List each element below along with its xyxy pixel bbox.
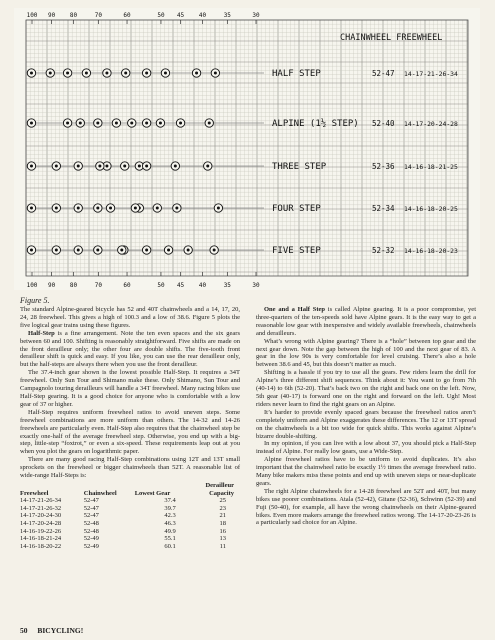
scale-tick-label: 30 <box>252 282 260 289</box>
gear-point-center <box>130 122 133 125</box>
chart-header: CHAINWHEEL FREEWHEEL <box>340 33 443 43</box>
row-freewheel: 14-17-20-24-28 <box>404 120 458 128</box>
scale-tick-label: 50 <box>157 282 165 289</box>
row-chainwheel: 52-34 <box>372 204 395 213</box>
row-label: FOUR STEP <box>272 204 321 214</box>
gear-point-center <box>77 249 80 252</box>
gear-point-center <box>66 122 69 125</box>
gear-point-center <box>55 165 58 168</box>
gear-point-center <box>217 207 220 210</box>
gear-point-center <box>30 207 33 210</box>
header-capacity-2: Capacity <box>209 489 234 497</box>
gear-point-center <box>77 165 80 168</box>
gear-point-center <box>98 165 101 168</box>
gear-point-center <box>30 165 33 168</box>
row-label: THREE STEP <box>272 162 327 172</box>
paragraph: The standard Alpine-geared bicycle has 52 and 40T chainwheels and a 14, 17, 20, 24, 28 freewheel. This gives a high of 100.3 and a low of 38.6. Figure 5 plots the five logical gear trains using these figures. <box>20 306 240 329</box>
gear-point-center <box>159 122 162 125</box>
scale-tick-label: 80 <box>69 12 78 19</box>
cell-lowest: 42.3 <box>164 512 176 520</box>
scale-tick-label: 60 <box>123 12 131 19</box>
gear-point-center <box>30 72 33 75</box>
paragraph: The right Alpine chainwheels for a 14-28 freewheel are 52T and 40T, but many bikes use poorer combinations. Atala (52-42), Gitane (52-36), Schwinn (52-39) and Fuji (50-40), for example, all have the wrong chainwheels on their Alpine-geared bikes. Even more makers arrange the freewheel ratios wrong. The 14-17-20-23-26 is a particularly sad choice for an Alpine. <box>256 487 476 527</box>
cell-capacity: 23 <box>219 504 226 512</box>
scale-tick-label: 70 <box>94 12 102 19</box>
gear-train-rows <box>26 69 458 256</box>
gear-point-center <box>30 122 33 125</box>
gear-point-center <box>138 165 141 168</box>
scale-tick-label: 100 <box>26 282 38 289</box>
gear-point-center <box>145 122 148 125</box>
grid-border <box>26 20 468 276</box>
header-capacity-1: Derailleur <box>205 481 234 489</box>
cell-chainwheel: 52-48 <box>83 527 99 535</box>
gear-point-center <box>175 207 178 210</box>
half-step-gear-table <box>20 482 234 550</box>
gear-point-center <box>213 249 216 252</box>
row-freewheel: 14-16-18-20-23 <box>404 247 458 255</box>
row-label: ALPINE (1½ STEP) <box>272 119 359 129</box>
paragraph: Half-Step requires uniform freewheel ratios to avoid uneven steps. Some freewheel combinations are more uniform than others. The 14-32 and 14-26 freewheels are particularly even. Half-Step also requires that the chainwheel step be exactly one-half of the average freewheel step. Otherwise, you end up with a big-step, little-step “foxtrot,” or even a six-speed. These requirements leap out at you when you plot the gears on logarithmic paper. <box>20 408 240 456</box>
gear-point-center <box>96 249 99 252</box>
gear-point-center <box>134 207 137 210</box>
left-column <box>20 306 240 550</box>
cell-freewheel: 14-17-21-26-34 <box>20 497 62 505</box>
cell-lowest: 39.7 <box>164 504 176 512</box>
gear-point-center <box>115 122 118 125</box>
table-row <box>20 528 234 536</box>
gear-point-center <box>206 165 209 168</box>
scale-tick-label: 35 <box>223 12 231 19</box>
scale-tick-label: 50 <box>157 12 165 19</box>
gear-point-center <box>208 122 211 125</box>
cell-chainwheel: 52-49 <box>83 542 99 550</box>
table-row <box>20 543 234 551</box>
paragraph: There are many good racing Half-Step combinations using 12T and 13T small sprockets on the freewheel or bigger chainwheels than 52T. A reasonable list of wide-range Half-Steps is: <box>20 456 240 480</box>
row-freewheel: 14-16-18-20-25 <box>404 205 458 213</box>
gear-point-center <box>214 72 217 75</box>
cell-capacity: 18 <box>219 519 226 527</box>
scale-tick-label: 80 <box>69 282 78 289</box>
gear-point-center <box>79 122 82 125</box>
cell-freewheel: 14-16-19-22-26 <box>20 527 62 535</box>
table-row <box>20 512 234 520</box>
scale-tick-label: 60 <box>123 282 131 289</box>
scale-tick-label: 45 <box>176 282 185 289</box>
row-chainwheel: 52-40 <box>372 119 395 128</box>
magazine-name: BICYCLING! <box>37 626 84 635</box>
cell-chainwheel: 52-49 <box>83 535 99 543</box>
gear-point-center <box>109 207 112 210</box>
gear-point-center <box>105 165 108 168</box>
cell-capacity: 21 <box>219 512 226 520</box>
gear-chart-figure <box>14 8 480 290</box>
row-freewheel: 14-16-18-21-25 <box>404 163 458 171</box>
gear-point-center <box>145 72 148 75</box>
gear-point-center <box>174 165 177 168</box>
cell-freewheel: 14-16-18-20-22 <box>20 542 62 550</box>
graph-grid <box>26 20 468 276</box>
cell-chainwheel: 52-47 <box>83 497 99 505</box>
cell-lowest: 46.3 <box>164 519 176 527</box>
gear-point-center <box>145 249 148 252</box>
scale-tick-label: 45 <box>176 12 185 19</box>
page-footer <box>20 626 91 635</box>
scale-tick-label: 40 <box>198 12 207 19</box>
paragraph-text: is a fine arrangement. Note the ten even spaces and the six gears between 60 and 100. Shifting is reasonably straightforward. Five shifts are made on the front derailleur only; the other four are double shifts. The five-tooth front derailleur shift is quick and easy. If you like, you can use the rear derailleur only, but the half-steps are always there when you use the front derailleur. <box>20 329 240 369</box>
cell-lowest: 49.9 <box>164 527 176 535</box>
header-freewheel: Freewheel <box>20 489 49 497</box>
figure-caption: Figure 5. <box>20 296 50 305</box>
paragraph: In my opinion, if you can live with a low about 37, you should pick a Half-Step instead of Alpine. For really low gears, use a Wide-Step. <box>256 440 476 456</box>
paragraph-text: is called Alpine gearing. It is a poor compromise, yet three-quarters of the ten-speeds sold have Alpine gears. It is the easy way to get a reasonable low gear with inexpensive and widely available freewheels, chainwheels and derailleurs. <box>256 306 476 337</box>
cell-lowest: 37.4 <box>164 497 176 505</box>
cell-lowest: 55.1 <box>164 535 176 543</box>
cell-freewheel: 14-17-21-26-32 <box>20 504 62 512</box>
gear-point-center <box>124 72 127 75</box>
row-chainwheel: 52-47 <box>372 69 395 78</box>
gear-point-center <box>105 72 108 75</box>
paragraph <box>256 306 476 338</box>
gear-point-center <box>55 249 58 252</box>
paragraph: The 37.4-inch gear shown is the lowest possible Half-Step. It requires a 34T freewheel. Only Sun Tour and Shimano make these. Only Shimano, Sun Tour and Campagnolo touring derailleurs will handle a 34T freewheel. Many racing bikes use Half-Step gearing. It is a good choice for anyone who is comfortable with a low gear of 37 or higher. <box>20 369 240 408</box>
table-row <box>20 535 234 543</box>
paragraph <box>20 330 240 370</box>
scale-tick-label: 40 <box>198 282 207 289</box>
right-column <box>256 306 476 527</box>
gear-point-center <box>55 207 58 210</box>
gear-point-center <box>30 249 33 252</box>
cell-freewheel: 14-16-18-21-24 <box>20 535 62 543</box>
table-row <box>20 505 234 513</box>
row-chainwheel: 52-36 <box>372 162 395 171</box>
gear-point-center <box>96 207 99 210</box>
gear-point-center <box>145 165 148 168</box>
gear-point-center <box>164 72 167 75</box>
gear-point-center <box>187 249 190 252</box>
scale-tick-label: 70 <box>94 282 102 289</box>
gear-point-center <box>123 165 126 168</box>
row-freewheel: 14-17-21-26-34 <box>404 70 458 78</box>
cell-freewheel: 14-17-20-24-30 <box>20 512 62 520</box>
gear-point-center <box>66 72 69 75</box>
gear-point-center <box>195 72 198 75</box>
cell-freewheel: 14-17-20-24-28 <box>20 519 62 527</box>
gear-point-center <box>120 249 123 252</box>
cell-capacity: 16 <box>219 527 226 535</box>
row-chainwheel: 52-32 <box>372 246 395 255</box>
log-graph-paper <box>14 8 480 290</box>
table-row <box>20 520 234 528</box>
cell-chainwheel: 52-48 <box>83 519 99 527</box>
cell-chainwheel: 52-47 <box>83 504 99 512</box>
gear-point-center <box>179 122 182 125</box>
paragraph-lead: Half-Step <box>28 329 55 337</box>
header-chainwheel: Chainwheel <box>83 489 117 497</box>
paragraph: What’s wrong with Alpine gearing? There is a “hole” between top gear and the next gear down. Note the gap between the high of 100 and the next gear of 83. A gear in the low 90s is very comfortable for level cruising. There’s also a hole between 38.6 and 45, but this doesn’t matter as much. <box>256 337 476 369</box>
paragraph-lead: One and a Half Step <box>264 306 325 313</box>
scale-tick-label: 90 <box>47 12 56 19</box>
scale-tick-label: 90 <box>47 282 56 289</box>
scale-tick-label: 100 <box>26 12 38 19</box>
cell-capacity: 25 <box>219 497 226 505</box>
paragraph: Alpine freewheel ratios have to be uniform to avoid duplicates. It’s also important that the chainwheel ratio be exactly 1½ times the average freewheel ratio. Many bike makers miss these points and end up with uneven steps or near-duplicate gears. <box>256 456 476 487</box>
scale-tick-label: 30 <box>252 12 260 19</box>
row-label: FIVE STEP <box>272 246 321 256</box>
gear-point-center <box>96 122 99 125</box>
paragraph: Shifting is a hassle if you try to use all the gears. Few riders learn the drill for Alpine’s three different shift sequences. Think about it: You want to go from 7th (40-14) to 6th (52-20). That’s back two on the right and back one on the left. Now, 5th gear (40-17) is forward one on the right and forward on the left. Ugh! Most riders never learn to find the right gears on an Alpine. <box>256 369 476 408</box>
scale-tick-label: 35 <box>223 282 231 289</box>
cell-capacity: 11 <box>219 542 226 550</box>
cell-capacity: 13 <box>219 535 226 543</box>
gear-point-center <box>77 207 80 210</box>
gear-train-row <box>26 118 458 129</box>
page-number: 50 <box>20 626 28 635</box>
cell-lowest: 60.1 <box>164 542 176 550</box>
paragraph: It’s harder to provide evenly spaced gears because the freewheel ratios aren’t completely uniform and Alpine exaggerates these differences. The 12 or 13T spread on the chainwheels is a bit too wide for quick shifts. This works against Alpine’s bizarre double-shifting. <box>256 408 476 440</box>
gear-point-center <box>156 207 159 210</box>
cell-chainwheel: 52-47 <box>83 512 99 520</box>
gear-point-center <box>49 72 52 75</box>
gear-point-center <box>167 249 170 252</box>
gear-point-center <box>85 72 88 75</box>
table-row <box>20 497 234 505</box>
row-label: HALF STEP <box>272 69 321 79</box>
header-lowest-gear: Lowest Gear <box>134 489 171 497</box>
